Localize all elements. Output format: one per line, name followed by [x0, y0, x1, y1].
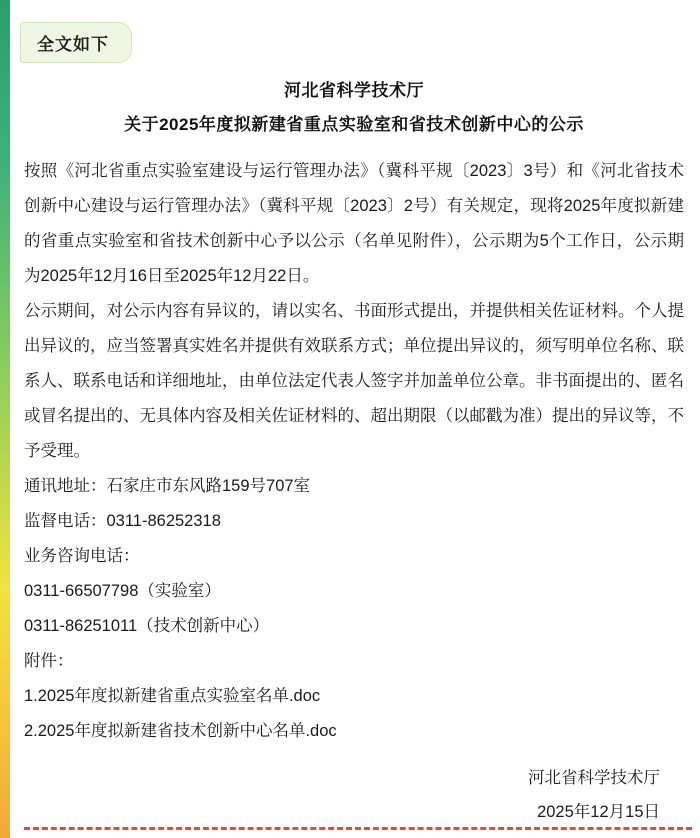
- contact-address: 通讯地址：石家庄市东风路159号707室: [24, 477, 311, 495]
- attachments-label: 附件：: [24, 652, 74, 670]
- document-body: [24, 76, 684, 829]
- phone-lab: 0311-66507798（实验室）: [24, 582, 221, 600]
- document-subtitle: 关于2025年度拟新建省重点实验室和省技术创新中心的公示: [124, 115, 584, 134]
- left-gradient-bar: [0, 0, 10, 838]
- attachment-item-1[interactable]: 1.2025年度拟新建省重点实验室名单.doc: [24, 687, 321, 705]
- attachment-item-2[interactable]: 2.2025年度拟新建省技术创新中心名单.doc: [24, 722, 337, 740]
- tag-row: [20, 22, 132, 63]
- full-text-tag: 全文如下: [20, 22, 132, 63]
- document-title: 河北省科学技术厅: [284, 81, 424, 100]
- document-paragraphs: [24, 154, 684, 749]
- content-area: [10, 0, 700, 838]
- paragraph-1: 按照《河北省重点实验室建设与运行管理办法》（冀科平规〔2023〕3号）和《河北省技术创新中心建设与运行管理办法》（冀科平规〔2023〕2号）有关规定，现将2025年度拟新建的省重点实验室和省技术创新中心予以公示（名单见附件），公示期为5个工作日，公示期为2025年12月16日至2025年12月22日。: [24, 162, 684, 285]
- bottom-dashed-divider: [24, 827, 692, 830]
- signature-block: [24, 761, 684, 829]
- signature-organization: 河北省科学技术厅: [528, 769, 660, 787]
- business-phone-label: 业务咨询电话：: [24, 547, 140, 565]
- signature-date: 2025年12月15日: [537, 803, 660, 821]
- supervision-phone: 监督电话：0311-86252318: [24, 512, 221, 530]
- phone-tech-center: 0311-86251011（技术创新中心）: [24, 617, 270, 635]
- paragraph-2: 公示期间，对公示内容有异议的，请以实名、书面形式提出，并提供相关佐证材料。个人提出异议的，应当签署真实姓名并提供有效联系方式；单位提出异议的，须写明单位名称、联系人、联系电话和详细地址，由单位法定代表人签字并加盖单位公章。非书面提出的、匿名或冒名提出的、无具体内容及相关佐证材料的、超出期限（以邮戳为准）提出的异议等，不予受理。: [24, 302, 684, 460]
